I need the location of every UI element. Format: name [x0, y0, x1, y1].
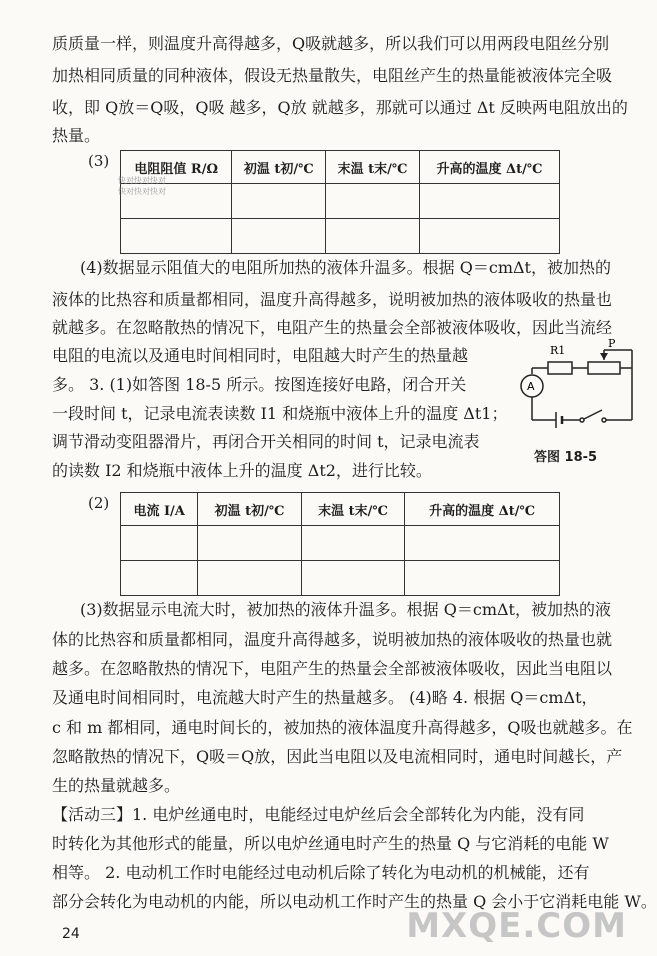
page-number: 24 — [62, 926, 80, 942]
text-line: 越多。在忽略散热的情况下，电阻产生的热量会全部被液体吸收，因此当电阻以 — [52, 659, 613, 678]
text-line: 的读数 I2 和烧瓶中液体上升的温度 Δt2，进行比较。 — [52, 461, 432, 480]
ammeter-label: A — [527, 380, 535, 393]
text-line: 就越多。在忽略散热的情况下，电阻产生的热量会全部被液体吸收，因此当流经 — [52, 318, 613, 337]
text-line: 忽略散热的情况下，Q吸＝Q放，因此当电阻以及电流相同时，通电时间越长，产 — [52, 747, 623, 766]
item-label: (2) — [88, 494, 110, 512]
text-line: 及通电时间相同时，电流越大时产生的热量越多。 (4)略 4. 根据 Q＝cmΔt， — [52, 688, 598, 707]
table-cell — [232, 219, 326, 254]
text-line: 【活动三】1. 电炉丝通电时，电能经过电炉丝后会全部转化为内能，没有同 — [52, 805, 585, 824]
table-row — [121, 184, 560, 219]
table-header-cell: 初温 t初/℃ — [198, 493, 301, 526]
circuit-diagram — [510, 330, 640, 440]
text-line: 部分会转化为电动机的内能，所以电动机工作时产生的热量 Q 会小于它消耗电能 W。 — [52, 892, 657, 911]
table-cell — [419, 184, 559, 219]
data-table-current — [120, 492, 560, 596]
table-cell — [121, 219, 232, 254]
watermark: MXQE.COM — [406, 906, 627, 946]
table-cell — [121, 526, 198, 561]
table-cell — [301, 561, 404, 596]
text-line: 体的比热容和质量都相同，温度升高得越多，说明被加热的液体吸收的热量也就 — [52, 630, 613, 649]
table-row — [121, 561, 560, 596]
text-line: 液体的比热容和质量都相同，温度升高得越多，说明被加热的液体吸收的热量也 — [52, 290, 613, 309]
text-line: (3)数据显示电流大时，被加热的液体升温多。根据 Q＝cmΔt，被加热的液 — [80, 600, 611, 619]
slider-label: P — [608, 337, 616, 350]
stamp-text: 快对快对快对 — [118, 187, 166, 196]
text-line: 多。 3. (1)如答图 18-5 所示。按图连接好电路，闭合开关 — [52, 375, 467, 394]
stamp-text: 快对快对快对 — [118, 176, 166, 185]
text-line: 电阻的电流以及通电时间相同时，电阻越大时产生的热量越 — [52, 346, 469, 365]
table-header-cell: 末温 t末/℃ — [326, 151, 420, 184]
data-table-resistance — [120, 150, 560, 254]
table-cell — [405, 561, 560, 596]
text-line: 生的热量就越多。 — [52, 776, 181, 795]
text-line: 相等。 2. 电动机工作时电能经过电动机后除了转化为电动机的机械能，还有 — [52, 863, 590, 882]
table-header-cell: 升高的温度 Δt/℃ — [405, 493, 560, 526]
text-line: 加热相同质量的同种液体，假设无热量散失，电阻丝产生的热量能被液体完全吸 — [52, 66, 613, 85]
resistor-label: R1 — [550, 344, 566, 357]
table-cell — [405, 526, 560, 561]
table-row — [121, 526, 560, 561]
text-line: c 和 m 都相同，通电时间长的，被加热的液体温度升高得越多，Q吸也就越多。在 — [52, 718, 633, 737]
table-header-cell: 升高的温度 Δt/℃ — [419, 151, 559, 184]
text-line: 质质量一样，则温度升高得越多，Q吸就越多，所以我们可以用两段电阻丝分别 — [52, 34, 610, 53]
table-row — [121, 219, 560, 254]
table-header-row — [121, 493, 560, 526]
table-cell — [121, 561, 198, 596]
table-cell — [326, 184, 420, 219]
text-line: (4)数据显示阻值大的电阻所加热的液体升温多。根据 Q＝cmΔt，被加热的 — [80, 258, 611, 277]
table-cell — [232, 184, 326, 219]
figure-caption: 答图 18-5 — [534, 450, 598, 465]
rheostat-symbol — [588, 362, 620, 374]
table-cell — [326, 219, 420, 254]
text-line: 时转化为其他形式的能量，所以电炉丝通电时产生的热量 Q 与它消耗的电能 W — [52, 834, 609, 853]
table-cell — [419, 219, 559, 254]
table-header-cell: 电流 I/A — [121, 493, 198, 526]
text-line: 调节滑动变阻器滑片，再闭合开关相同的时间 t，记录电流表 — [52, 432, 480, 451]
table-header-cell: 电阻阻值 R/Ω — [121, 151, 232, 184]
text-line: 收，即 Q放＝Q吸，Q吸 越多，Q放 就越多，那就可以通过 Δt 反映两电阻放出的 — [52, 98, 628, 117]
table-cell — [198, 561, 301, 596]
item-label: (3) — [88, 152, 110, 170]
table-header-cell: 初温 t初/℃ — [232, 151, 326, 184]
text-line: 一段时间 t，记录电流表读数 I1 和烧瓶中液体上升的温度 Δt1； — [52, 404, 508, 423]
resistor-symbol — [548, 362, 572, 374]
table-cell — [198, 526, 301, 561]
table-header-row — [121, 151, 560, 184]
table-cell — [301, 526, 404, 561]
table-header-cell: 末温 t末/℃ — [301, 493, 404, 526]
text-line: 热量。 — [52, 126, 101, 145]
